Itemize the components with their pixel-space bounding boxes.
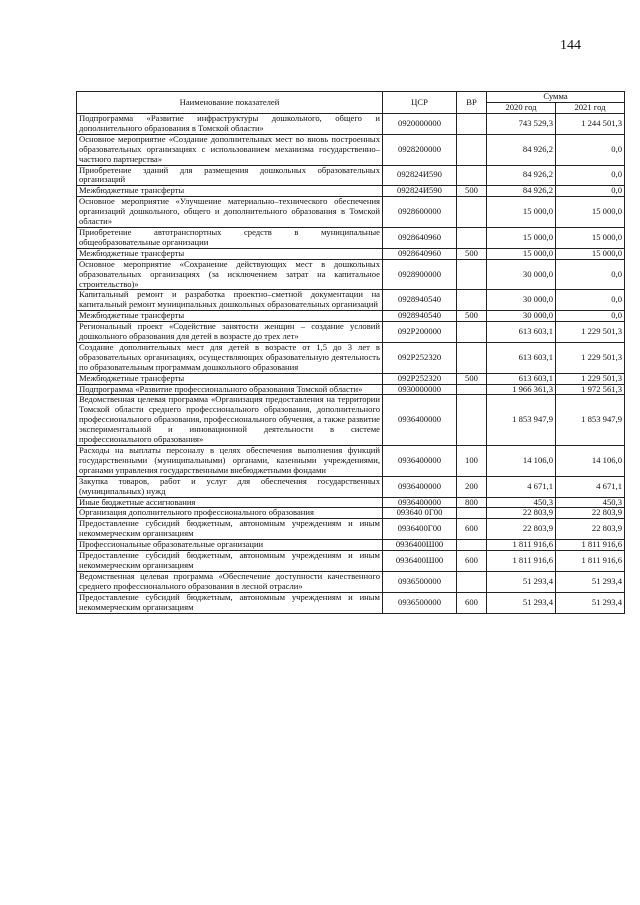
- row-sum-2020: 613 603,1: [487, 322, 556, 343]
- row-sum-2021: 4 671,1: [556, 476, 625, 497]
- table-row: [77, 592, 625, 613]
- row-csr: 0936400000: [383, 446, 457, 477]
- row-sum-2021: 15 000,0: [556, 227, 625, 248]
- row-sum-2021: 51 293,4: [556, 592, 625, 613]
- table-row: [77, 197, 625, 228]
- row-sum-2020: 51 293,4: [487, 592, 556, 613]
- row-name: Межбюджетные трансферты: [77, 186, 383, 197]
- row-name: Предоставление субсидий бюджетным, автономным учреждениям и иным некоммерческим организациям: [77, 592, 383, 613]
- header-csr: ЦСР: [383, 92, 457, 114]
- row-sum-2021: 450,3: [556, 497, 625, 508]
- row-sum-2021: 1 229 501,3: [556, 342, 625, 373]
- table-header: [77, 92, 625, 114]
- row-sum-2020: 613 603,1: [487, 342, 556, 373]
- row-sum-2020: 1 966 361,3: [487, 384, 556, 395]
- row-csr: 0930000000: [383, 384, 457, 395]
- row-csr: 0920000000: [383, 114, 457, 135]
- row-vr: [457, 259, 487, 290]
- row-vr: [457, 571, 487, 592]
- row-sum-2020: 15 000,0: [487, 197, 556, 228]
- row-vr: [457, 290, 487, 311]
- table-row: [77, 311, 625, 322]
- table-body: [77, 114, 625, 614]
- row-name: Ведомственная целевая программа «Организация предоставления на территории Томской области среднего профессионального образования, дополнительного профессионального образования, профессионального обучения, а также развитие экспериментальной и инновационной деятельности в системе профессионального образования»: [77, 395, 383, 446]
- header-name: Наименование показателей: [77, 92, 383, 114]
- table-row: [77, 290, 625, 311]
- row-name: Организация дополнительного профессионального образования: [77, 508, 383, 519]
- row-sum-2020: 30 000,0: [487, 311, 556, 322]
- row-name: Иные бюджетные ассигнования: [77, 497, 383, 508]
- row-csr: 0936400000: [383, 476, 457, 497]
- row-sum-2020: 4 671,1: [487, 476, 556, 497]
- row-csr: 092824И590: [383, 165, 457, 186]
- row-sum-2020: 15 000,0: [487, 248, 556, 259]
- row-csr: 0928940540: [383, 290, 457, 311]
- row-vr: [457, 197, 487, 228]
- row-vr: [457, 134, 487, 165]
- row-name: Капитальный ремонт и разработка проектно–сметной документации на капитальный ремонт муниципальных дошкольных образовательных организаций: [77, 290, 383, 311]
- row-csr: 092P252320: [383, 342, 457, 373]
- row-sum-2020: 15 000,0: [487, 227, 556, 248]
- table-row: [77, 540, 625, 551]
- row-vr: 500: [457, 186, 487, 197]
- row-vr: [457, 165, 487, 186]
- row-csr: 0936400000: [383, 497, 457, 508]
- row-vr: 600: [457, 519, 487, 540]
- row-csr: 093640 0Г00: [383, 508, 457, 519]
- header-year-2020: 2020 год: [487, 103, 556, 114]
- table-row: [77, 476, 625, 497]
- table-row: [77, 259, 625, 290]
- table-row: [77, 165, 625, 186]
- row-vr: [457, 342, 487, 373]
- row-vr: 500: [457, 311, 487, 322]
- row-vr: [457, 114, 487, 135]
- row-vr: [457, 227, 487, 248]
- row-csr: 0928940540: [383, 311, 457, 322]
- row-vr: 600: [457, 551, 487, 572]
- row-vr: 100: [457, 446, 487, 477]
- row-csr: 0936500000: [383, 571, 457, 592]
- row-name: Межбюджетные трансферты: [77, 311, 383, 322]
- row-vr: [457, 322, 487, 343]
- row-csr: 0936400Г00: [383, 519, 457, 540]
- row-vr: 800: [457, 497, 487, 508]
- row-sum-2021: 0,0: [556, 165, 625, 186]
- table-row: [77, 227, 625, 248]
- table-row: [77, 342, 625, 373]
- row-vr: 500: [457, 373, 487, 384]
- row-sum-2020: 22 803,9: [487, 519, 556, 540]
- row-sum-2020: 450,3: [487, 497, 556, 508]
- table-row: [77, 384, 625, 395]
- row-vr: 500: [457, 248, 487, 259]
- row-sum-2021: 1 853 947,9: [556, 395, 625, 446]
- row-sum-2020: 22 803,9: [487, 508, 556, 519]
- row-sum-2021: 1 811 916,6: [556, 551, 625, 572]
- header-year-2021: 2021 год: [556, 103, 625, 114]
- row-name: Приобретение автотранспортных средств в муниципальные общеобразовательные организации: [77, 227, 383, 248]
- table-row: [77, 508, 625, 519]
- row-csr: 0928900000: [383, 259, 457, 290]
- row-name: Приобретение зданий для размещения дошкольных образовательных организаций: [77, 165, 383, 186]
- row-sum-2020: 84 926,2: [487, 165, 556, 186]
- header-vr: ВР: [457, 92, 487, 114]
- row-name: Расходы на выплаты персоналу в целях обеспечения выполнения функций государственными (муниципальными) органами, казенными учреждениями, органами управления государственными внебюджетными фондами: [77, 446, 383, 477]
- row-sum-2021: 1 972 561,3: [556, 384, 625, 395]
- row-name: Создание дополнительных мест для детей в возрасте от 1,5 до 3 лет в образовательных организациях, осуществляющих образовательную деятельность по образовательным программам дошкольного образования: [77, 342, 383, 373]
- table-row: [77, 248, 625, 259]
- page-number: 144: [560, 38, 581, 53]
- row-csr: 0928200000: [383, 134, 457, 165]
- table-row: [77, 497, 625, 508]
- table-row: [77, 519, 625, 540]
- row-sum-2021: 22 803,9: [556, 508, 625, 519]
- row-name: Межбюджетные трансферты: [77, 248, 383, 259]
- row-name: Закупка товаров, работ и услуг для обеспечения государственных (муниципальных) нужд: [77, 476, 383, 497]
- row-vr: [457, 395, 487, 446]
- row-sum-2021: 1 244 501,3: [556, 114, 625, 135]
- row-sum-2020: 1 853 947,9: [487, 395, 556, 446]
- row-vr: [457, 540, 487, 551]
- row-vr: [457, 384, 487, 395]
- row-sum-2021: 1 811 916,6: [556, 540, 625, 551]
- row-sum-2021: 0,0: [556, 134, 625, 165]
- row-name: Региональный проект «Содействие занятости женщин – создание условий дошкольного образования для детей в возрасте до трех лет»: [77, 322, 383, 343]
- row-sum-2021: 14 106,0: [556, 446, 625, 477]
- row-sum-2021: 0,0: [556, 311, 625, 322]
- row-csr: 092824И590: [383, 186, 457, 197]
- row-sum-2021: 22 803,9: [556, 519, 625, 540]
- row-csr: 0928600000: [383, 197, 457, 228]
- row-name: Профессиональные образовательные организации: [77, 540, 383, 551]
- table-row: [77, 571, 625, 592]
- row-sum-2020: 1 811 916,6: [487, 540, 556, 551]
- row-sum-2021: 0,0: [556, 186, 625, 197]
- row-sum-2020: 30 000,0: [487, 259, 556, 290]
- table-row: [77, 373, 625, 384]
- row-sum-2020: 613 603,1: [487, 373, 556, 384]
- row-sum-2020: 84 926,2: [487, 186, 556, 197]
- row-csr: 0936400Ш00: [383, 551, 457, 572]
- row-sum-2020: 743 529,3: [487, 114, 556, 135]
- row-sum-2021: 15 000,0: [556, 197, 625, 228]
- table-row: [77, 186, 625, 197]
- budget-table: [76, 91, 625, 614]
- row-sum-2021: 0,0: [556, 290, 625, 311]
- row-name: Межбюджетные трансферты: [77, 373, 383, 384]
- row-sum-2020: 14 106,0: [487, 446, 556, 477]
- table-row: [77, 395, 625, 446]
- row-name: Предоставление субсидий бюджетным, автономным учреждениям и иным некоммерческим организациям: [77, 519, 383, 540]
- row-vr: [457, 508, 487, 519]
- row-name: Подпрограмма «Развитие профессионального образования Томской области»: [77, 384, 383, 395]
- table-row: [77, 134, 625, 165]
- row-csr: 0936400000: [383, 395, 457, 446]
- row-csr: 092P200000: [383, 322, 457, 343]
- row-csr: 0936400Ш00: [383, 540, 457, 551]
- header-sum: Сумма: [487, 92, 625, 103]
- row-name: Основное мероприятие «Создание дополнительных мест во вновь построенных образовательных организациях с использованием механизма государственно–частного партнерства»: [77, 134, 383, 165]
- table-row: [77, 322, 625, 343]
- row-sum-2020: 30 000,0: [487, 290, 556, 311]
- row-sum-2021: 51 293,4: [556, 571, 625, 592]
- row-name: Основное мероприятие «Сохранение действующих мест в дошкольных образовательных организациях (за исключением затрат на капитальное строительство)»: [77, 259, 383, 290]
- row-sum-2021: 15 000,0: [556, 248, 625, 259]
- row-sum-2020: 1 811 916,6: [487, 551, 556, 572]
- row-csr: 0928640960: [383, 227, 457, 248]
- row-name: Ведомственная целевая программа «Обеспечение доступности качественного среднего профессионального образования в лесной отрасли»: [77, 571, 383, 592]
- row-sum-2021: 1 229 501,3: [556, 373, 625, 384]
- row-sum-2020: 84 926,2: [487, 134, 556, 165]
- row-csr: 0936500000: [383, 592, 457, 613]
- row-name: Предоставление субсидий бюджетным, автономным учреждениям и иным некоммерческим организациям: [77, 551, 383, 572]
- row-sum-2021: 1 229 501,3: [556, 322, 625, 343]
- table-row: [77, 551, 625, 572]
- row-sum-2021: 0,0: [556, 259, 625, 290]
- row-vr: 600: [457, 592, 487, 613]
- row-name: Основное мероприятие «Улучшение материально–технического обеспечения организаций дошкольного, общего и дополнительного образования в Томской области»: [77, 197, 383, 228]
- table-row: [77, 446, 625, 477]
- row-name: Подпрограмма «Развитие инфраструктуры дошкольного, общего и дополнительного образования в Томской области»: [77, 114, 383, 135]
- row-vr: 200: [457, 476, 487, 497]
- table-row: [77, 114, 625, 135]
- row-sum-2020: 51 293,4: [487, 571, 556, 592]
- row-csr: 092P252320: [383, 373, 457, 384]
- row-csr: 0928640960: [383, 248, 457, 259]
